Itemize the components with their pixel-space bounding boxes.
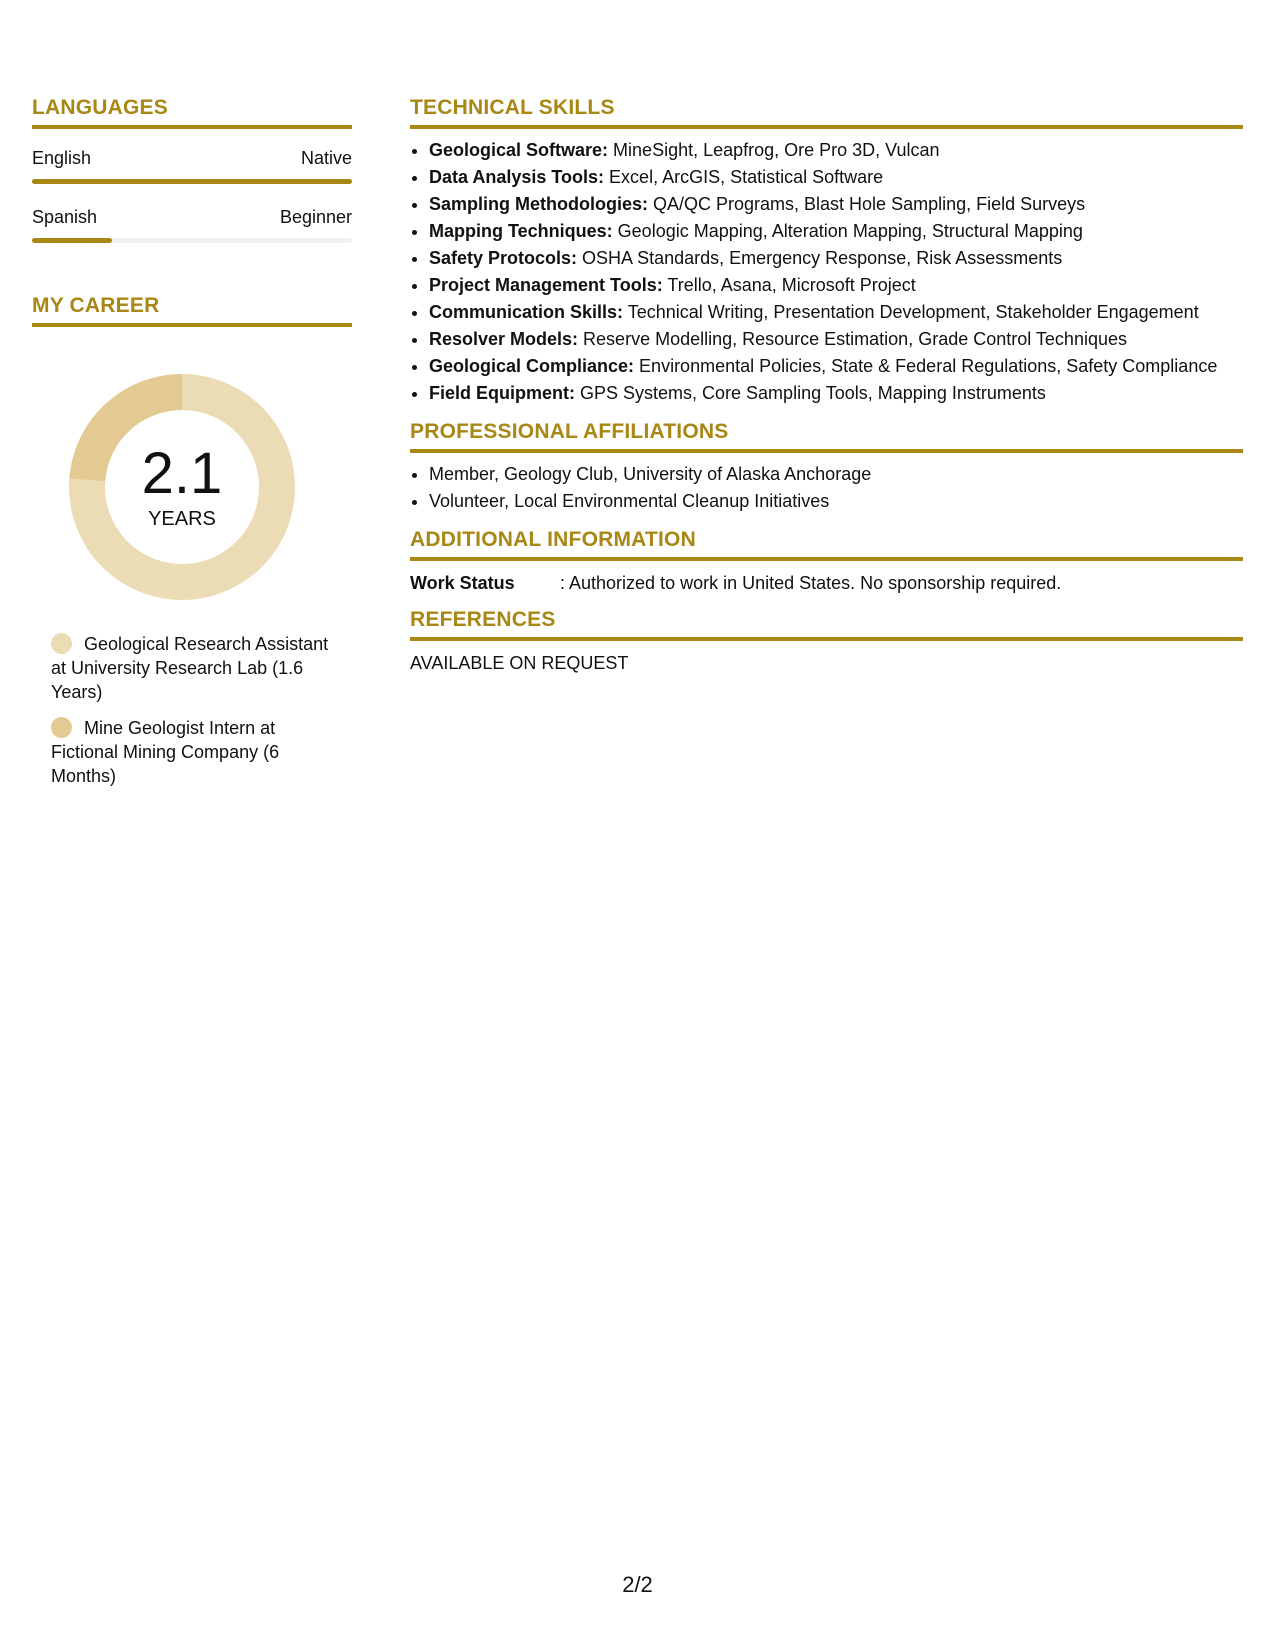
skill-values: QA/QC Programs, Blast Hole Sampling, Field Surveys — [648, 194, 1086, 214]
language-proficiency-bar — [32, 179, 352, 184]
technical-skills-list — [410, 137, 1243, 407]
career-legend-label: Mine Geologist Intern at Fictional Mining Company (6 Months) — [51, 718, 280, 786]
skill-item — [429, 380, 1243, 407]
legend-dot-icon — [51, 633, 72, 654]
page-number: 2/2 — [622, 1572, 653, 1597]
affiliations-list — [410, 461, 1243, 515]
skill-item — [429, 137, 1243, 164]
language-item — [32, 147, 352, 184]
affiliations-heading: PROFESSIONAL AFFILIATIONS — [410, 419, 1243, 453]
language-proficiency-bar — [32, 238, 352, 243]
skill-values: Geologic Mapping, Alteration Mapping, Structural Mapping — [612, 221, 1083, 241]
skill-item — [429, 299, 1243, 326]
skill-category: Data Analysis Tools: — [429, 167, 605, 187]
references-text: AVAILABLE ON REQUEST — [410, 653, 629, 673]
skill-category: Project Management Tools: — [429, 275, 663, 295]
career-legend — [51, 632, 341, 788]
languages-list — [32, 147, 352, 243]
career-legend-label: Geological Research Assistant at University Research Lab (1.6 Years) — [51, 634, 329, 702]
technical-skills-heading: TECHNICAL SKILLS — [410, 95, 1243, 129]
career-total-unit: YEARS — [148, 508, 216, 530]
skill-values: OSHA Standards, Emergency Response, Risk Assessments — [577, 248, 1063, 268]
skill-values: MineSight, Leapfrog, Ore Pro 3D, Vulcan — [608, 140, 940, 160]
skill-category: Sampling Methodologies: — [429, 194, 648, 214]
language-level: Native — [300, 148, 352, 168]
skill-category: Communication Skills: — [429, 302, 624, 322]
skill-item — [429, 191, 1243, 218]
skill-category: Resolver Models: — [429, 329, 579, 349]
skill-values: Reserve Modelling, Resource Estimation, Grade Control Techniques — [578, 329, 1127, 349]
left-column — [32, 95, 352, 800]
references-heading: REFERENCES — [410, 607, 1243, 641]
career-donut-chart — [67, 372, 297, 602]
skill-values: Technical Writing, Presentation Development, Stakeholder Engagement — [623, 302, 1199, 322]
affiliations-section — [410, 419, 1243, 515]
skill-item — [429, 164, 1243, 191]
work-status-value: : Authorized to work in United States. No sponsorship required. — [560, 573, 1062, 593]
language-name: Spanish — [32, 207, 98, 227]
career-legend-item — [51, 716, 341, 788]
additional-info-heading: ADDITIONAL INFORMATION — [410, 527, 1243, 561]
skill-item — [429, 272, 1243, 299]
skill-values: Environmental Policies, State & Federal Regulations, Safety Compliance — [634, 356, 1218, 376]
skill-values: GPS Systems, Core Sampling Tools, Mapping Instruments — [575, 383, 1046, 403]
additional-info-section — [410, 527, 1243, 595]
skill-values: Trello, Asana, Microsoft Project — [662, 275, 916, 295]
languages-heading: LANGUAGES — [32, 95, 352, 129]
career-legend-item — [51, 632, 341, 704]
skill-category: Geological Compliance: — [429, 356, 635, 376]
references-section — [410, 607, 1243, 675]
career-total-value: 2.1 — [141, 441, 223, 506]
work-status-label: Work Status — [410, 573, 515, 593]
career-heading: MY CAREER — [32, 293, 352, 327]
language-proficiency-fill — [32, 179, 352, 184]
skill-item — [429, 326, 1243, 353]
right-column — [410, 95, 1243, 675]
language-name: English — [32, 148, 92, 168]
affiliation-item: • Volunteer, Local Environmental Cleanup Initiatives — [429, 488, 1243, 515]
skill-item — [429, 245, 1243, 272]
skill-category: Mapping Techniques: — [429, 221, 613, 241]
skill-item — [429, 218, 1243, 245]
legend-dot-icon — [51, 717, 72, 738]
language-item — [32, 206, 352, 243]
skill-item — [429, 353, 1243, 380]
skill-values: Excel, ArcGIS, Statistical Software — [604, 167, 884, 187]
affiliation-item: • Member, Geology Club, University of Alaska Anchorage — [429, 461, 1243, 488]
work-status-row — [410, 571, 1243, 595]
skill-category: Safety Protocols: — [429, 248, 578, 268]
language-level: Beginner — [279, 207, 352, 227]
language-proficiency-fill — [32, 238, 112, 243]
skill-category: Field Equipment: — [429, 383, 575, 403]
skill-category: Geological Software: — [429, 140, 609, 160]
career-total — [67, 372, 297, 602]
